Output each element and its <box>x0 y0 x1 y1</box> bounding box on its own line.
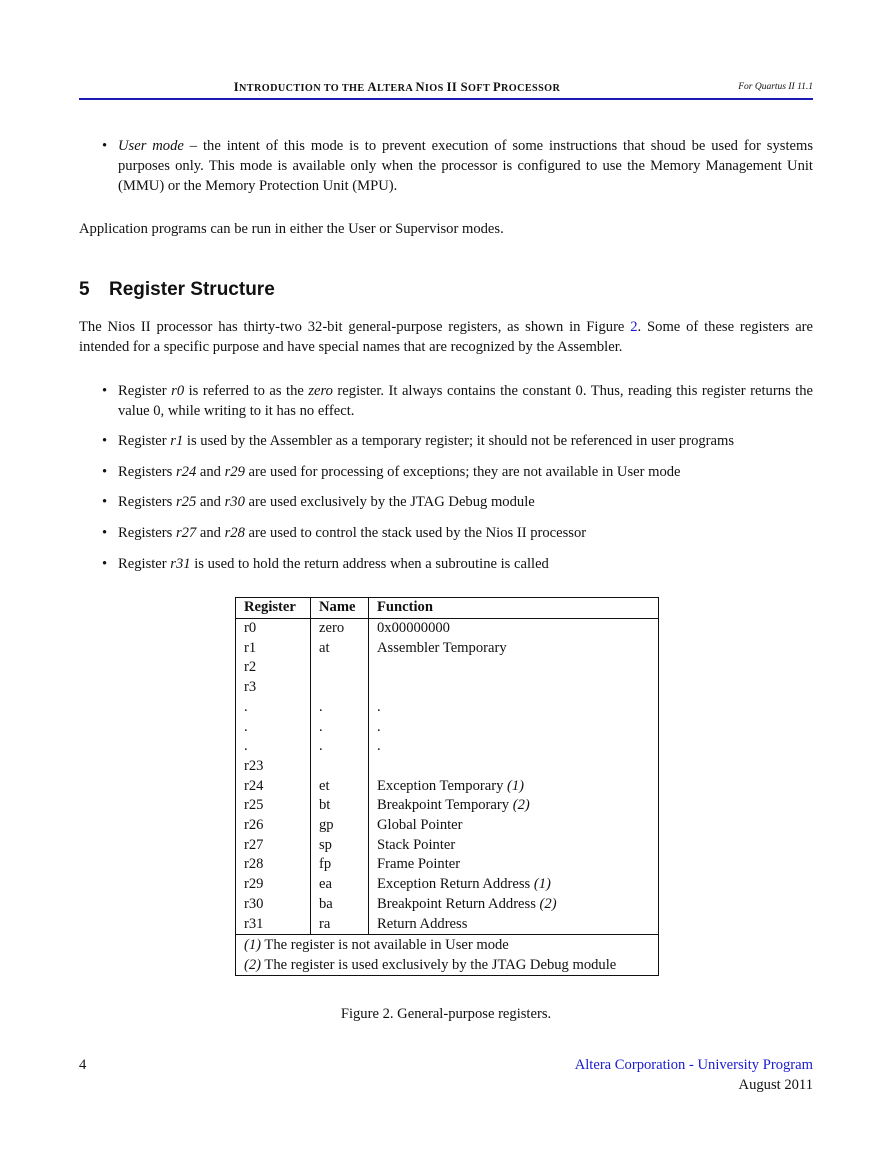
register-table <box>235 597 659 976</box>
user-mode-term: User mode <box>118 138 184 154</box>
name-cell: zero <box>311 619 369 639</box>
function-text: Breakpoint Return Address <box>377 895 540 912</box>
register-ref: r30 <box>224 494 245 510</box>
function-cell <box>369 678 659 698</box>
function-note: (2) <box>539 895 557 912</box>
register-bullet <box>103 431 813 451</box>
table-row <box>236 895 658 915</box>
header-name: Name <box>311 598 369 619</box>
table-row <box>236 698 658 718</box>
function-cell <box>369 875 659 895</box>
function-cell <box>369 836 659 856</box>
header-function: Function <box>369 598 659 619</box>
bullet-text: are used exclusively by the JTAG Debug module <box>244 494 535 510</box>
function-cell <box>369 658 659 678</box>
function-cell <box>369 698 659 718</box>
section-number: 5 <box>79 279 90 300</box>
name-cell: . <box>311 698 369 718</box>
table-row <box>236 855 658 875</box>
register-cell: r23 <box>236 757 311 777</box>
table-row <box>236 658 658 678</box>
table-row <box>236 836 658 856</box>
name-cell: bt <box>311 796 369 816</box>
table-row <box>236 718 658 738</box>
bullet-text: and <box>196 494 225 510</box>
register-cell: . <box>236 718 311 738</box>
figure-caption: Figure 2. General-purpose registers. <box>340 1006 552 1022</box>
intro-paragraph <box>79 317 813 357</box>
function-text: . <box>377 738 381 755</box>
name-cell: . <box>311 737 369 757</box>
name-cell: fp <box>311 855 369 875</box>
name-cell <box>311 678 369 698</box>
table-row <box>236 796 658 816</box>
header-rule <box>79 98 813 100</box>
name-cell: ba <box>311 895 369 915</box>
bullet-text: are used for processing of exceptions; they are not available in User mode <box>244 464 681 480</box>
register-ref: r29 <box>224 464 245 480</box>
footer-org-link[interactable]: Altera Corporation - University Program <box>574 1057 813 1073</box>
function-text: Stack Pointer <box>377 836 456 853</box>
register-bullet <box>103 523 813 543</box>
function-text: 0x00000000 <box>377 620 450 636</box>
bullet-text: Registers <box>118 464 176 480</box>
function-cell <box>369 639 659 659</box>
bullet-dot: • <box>102 383 108 399</box>
intro-text-after: . Some of these registers are intended for a specific purpose and have special names that are recognized by the Assembler. <box>79 319 814 355</box>
register-cell: r28 <box>236 855 311 875</box>
modes-paragraph: Application programs can be run in either the User or Supervisor modes. <box>79 221 504 237</box>
bullet-text: are used to control the stack used by the Nios II processor <box>244 525 587 541</box>
function-text: Global Pointer <box>377 817 463 834</box>
register-bullet <box>103 381 813 421</box>
name-cell: gp <box>311 816 369 836</box>
function-text: . <box>377 718 381 735</box>
register-ref: r0 <box>171 383 185 399</box>
register-ref: r25 <box>175 494 197 510</box>
table-row <box>236 875 658 895</box>
register-cell: r24 <box>236 777 311 797</box>
running-header-title: INTRODUCTION TO THE ALTERA NIOS II SOFT PROCESSOR <box>233 80 561 94</box>
intro-text-before: The Nios II processor has thirty-two 32-bit general-purpose registers, as shown in Figure <box>79 319 631 335</box>
note-1: (1) The register is not available in User mode <box>244 937 509 954</box>
bullet-dot: • <box>102 433 108 449</box>
register-cell: r31 <box>236 915 311 935</box>
bullet-text: and <box>196 464 225 480</box>
register-cell: r26 <box>236 816 311 836</box>
figure-link[interactable]: 2 <box>630 319 638 335</box>
function-cell <box>369 757 659 777</box>
user-mode-text: – the intent of this mode is to prevent execution of some instructions that shoud be used for systems purposes only. This mode is available only when the processor is configured to use the Memory Management Unit (MMU) or the Memory Protection Unit (MPU). <box>118 138 814 194</box>
section-heading <box>79 279 275 301</box>
function-text: . <box>377 698 381 715</box>
bullet-text: Registers <box>118 525 176 541</box>
register-cell: r29 <box>236 875 311 895</box>
register-ref: r1 <box>170 433 184 449</box>
bullet-text: Register <box>118 383 172 399</box>
function-note: (2) <box>512 797 530 814</box>
footer-date: August 2011 <box>738 1077 813 1093</box>
name-cell: sp <box>311 836 369 856</box>
table-row <box>236 816 658 836</box>
page-number: 4 <box>79 1057 87 1073</box>
register-cell: r3 <box>236 678 311 698</box>
register-cell: . <box>236 698 311 718</box>
function-cell <box>369 816 659 836</box>
name-cell <box>311 658 369 678</box>
function-cell <box>369 737 659 757</box>
register-cell: r27 <box>236 836 311 856</box>
function-cell <box>369 915 659 935</box>
register-cell: . <box>236 737 311 757</box>
function-cell <box>369 718 659 738</box>
note-2: (2) The register is used exclusively by the JTAG Debug module <box>244 957 617 974</box>
register-ref: r28 <box>224 525 245 541</box>
register-cell: r1 <box>236 639 311 659</box>
function-text: Assembler Temporary <box>377 639 507 656</box>
bullet-text: Registers <box>118 494 176 510</box>
name-cell: ea <box>311 875 369 895</box>
function-note: (1) <box>507 777 525 794</box>
register-bullet <box>103 554 813 574</box>
section-title: Register Structure <box>109 279 275 300</box>
bullet-dot: • <box>102 138 108 154</box>
register-ref: r24 <box>175 464 197 480</box>
function-cell <box>369 777 659 797</box>
function-cell <box>369 855 659 875</box>
function-text: Exception Temporary <box>377 777 508 794</box>
bullet-text: Register <box>118 433 171 449</box>
function-text: Breakpoint Temporary <box>377 797 513 814</box>
table-row <box>236 915 658 935</box>
running-header-version: For Quartus II 11.1 <box>738 82 813 92</box>
register-ref: zero <box>308 383 333 399</box>
function-cell <box>369 619 659 639</box>
table-row <box>236 737 658 757</box>
table-row <box>236 678 658 698</box>
register-cell: r0 <box>236 619 311 639</box>
bullet-dot: • <box>102 464 108 480</box>
table-row <box>236 777 658 797</box>
function-cell <box>369 895 659 915</box>
bullet-text: is used by the Assembler as a temporary register; it should not be referenced in user programs <box>183 433 735 449</box>
register-bullet <box>103 492 813 512</box>
function-text: Exception Return Address <box>377 876 534 893</box>
register-cell: r25 <box>236 796 311 816</box>
name-cell: at <box>311 639 369 659</box>
name-cell: et <box>311 777 369 797</box>
table-row <box>236 639 658 659</box>
table-row <box>236 757 658 777</box>
user-mode-bullet <box>103 136 813 196</box>
bullet-dot: • <box>102 494 108 510</box>
function-cell <box>369 796 659 816</box>
name-cell: ra <box>311 915 369 935</box>
register-ref: r27 <box>175 525 197 541</box>
bullet-text: Register <box>118 556 171 572</box>
table-notes <box>236 934 658 975</box>
bullet-text: and <box>196 525 225 541</box>
function-text: Frame Pointer <box>377 856 461 873</box>
bullet-text: register. It always contains the constant 0. Thus, reading this register returns the value 0, while writing to it has no effect. <box>118 383 813 419</box>
function-note: (1) <box>533 876 551 893</box>
name-cell <box>311 757 369 777</box>
function-text: Return Address <box>377 915 468 932</box>
register-cell: r2 <box>236 658 311 678</box>
register-ref: r31 <box>170 556 191 572</box>
table-row <box>236 619 658 639</box>
name-cell: . <box>311 718 369 738</box>
register-bullet <box>103 462 813 482</box>
bullet-dot: • <box>102 556 108 572</box>
header-register: Register <box>236 598 311 619</box>
bullet-dot: • <box>102 525 108 541</box>
bullet-text: is used to hold the return address when a subroutine is called <box>190 556 549 572</box>
register-cell: r30 <box>236 895 311 915</box>
bullet-text: is referred to as the <box>184 383 309 399</box>
